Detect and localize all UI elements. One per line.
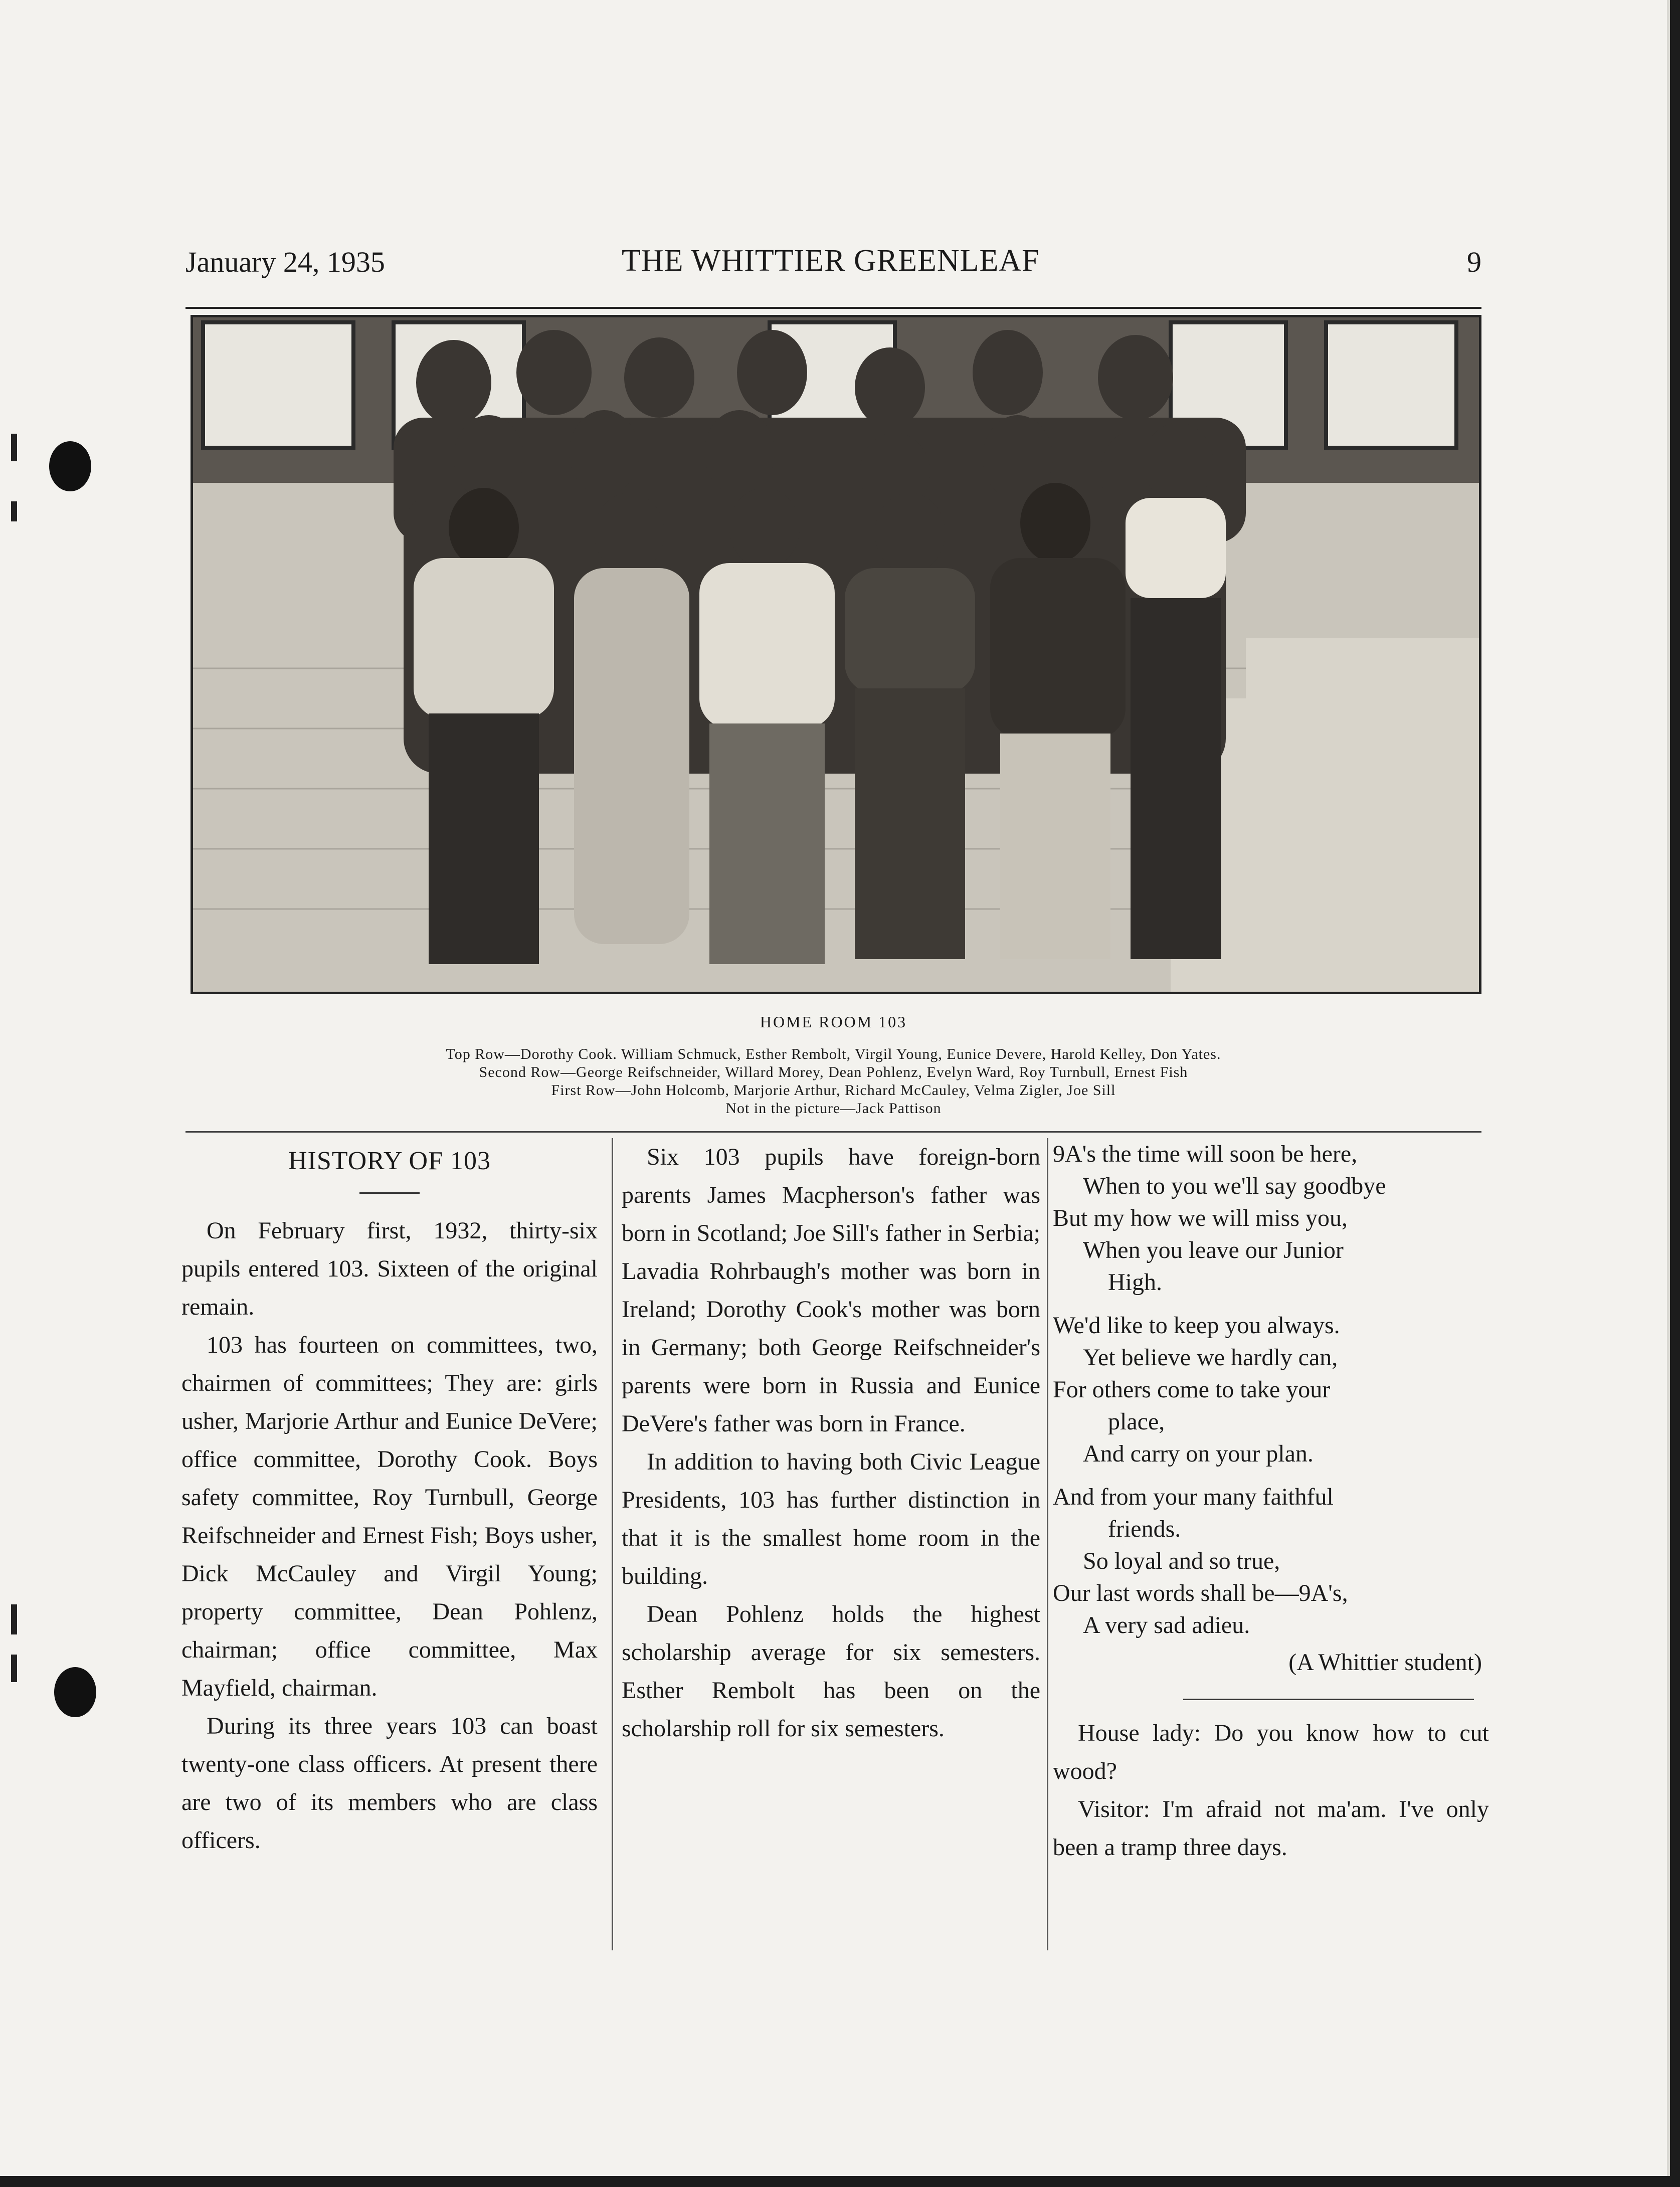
joke-rule bbox=[1183, 1699, 1474, 1700]
staple-mark bbox=[11, 501, 17, 521]
article-paragraph: In addition to having both Civic League Presidents, 103 has further distinction in that it is the smallest home room in the building. bbox=[622, 1448, 1040, 1589]
history-paragraph: During its three years 103 can boast twenty-one class officers. At present there are two of its members who are class officers. bbox=[181, 1713, 598, 1854]
article-paragraph: Dean Pohlenz holds the highest scholarship average for six semesters. Esther Rembolt has been on the scholarship roll for six semesters. bbox=[622, 1601, 1040, 1742]
poem-line: Yet believe we hardly can, bbox=[1083, 1344, 1338, 1371]
poem-line: So loyal and so true, bbox=[1083, 1548, 1280, 1574]
class-photo bbox=[191, 315, 1481, 994]
caption-first-row: First Row—John Holcomb, Marjorie Arthur, Richard McCauley, Velma Zigler, Joe Sill bbox=[551, 1082, 1116, 1099]
poem-line: When to you we'll say goodbye bbox=[1083, 1173, 1386, 1199]
staple-mark bbox=[11, 1655, 17, 1682]
poem-line: We'd like to keep you always. bbox=[1053, 1312, 1340, 1339]
caption-title: HOME ROOM 103 bbox=[760, 1013, 907, 1031]
masthead bbox=[185, 240, 1481, 290]
article-paragraph: Six 103 pupils have foreign-born parents James Macpherson's father was born in Scotland; Joe Sill's father in Serbia; Lavadia Rohrbaugh's mother was born in Ireland; Dorothy Cook's mother was born in Germany; both George Reifschneider's parents were born in Russia and Eunice DeVere's father was born in France. bbox=[622, 1144, 1040, 1437]
column-divider bbox=[1047, 1138, 1048, 1950]
heading-dash bbox=[359, 1192, 420, 1194]
middle-column bbox=[622, 1138, 1040, 1748]
staple-mark bbox=[11, 434, 17, 461]
caption-top-row: Top Row—Dorothy Cook. William Schmuck, Esther Rembolt, Virgil Young, Eunice Devere, Harold Kelley, Don Yates. bbox=[446, 1046, 1221, 1062]
column-divider bbox=[612, 1138, 613, 1950]
poem-line: Our last words shall be—9A's, bbox=[1053, 1580, 1348, 1606]
issue-date: January 24, 1935 bbox=[185, 246, 385, 278]
masthead-rule bbox=[185, 307, 1481, 309]
poem-line: But my how we will miss you, bbox=[1053, 1205, 1348, 1231]
newspaper-title: THE WHITTIER GREENLEAF bbox=[622, 244, 1040, 278]
poem-line: High. bbox=[1108, 1269, 1162, 1296]
poem-line: 9A's the time will soon be here, bbox=[1053, 1141, 1358, 1167]
caption-not-pictured: Not in the picture—Jack Pattison bbox=[725, 1100, 942, 1117]
joke-line: House lady: Do you know how to cut wood? bbox=[1053, 1720, 1489, 1784]
poem-column bbox=[1053, 1138, 1489, 1867]
section-rule bbox=[185, 1131, 1481, 1133]
staple-mark bbox=[11, 1604, 17, 1634]
history-paragraph: 103 has fourteen on committees, two, chairmen of committees; They are: girls usher, Marjorie Arthur and Eunice DeVere; office committee, Dorothy Cook. Boys safety committee, Roy Turnbull, George Reifschneider and Ernest Fish; Boys usher, Dick McCauley and Virgil Young; property committee, Dean Pohlenz, chairman; office committee, Max Mayfield, chairman. bbox=[181, 1332, 598, 1701]
photo-caption bbox=[185, 1013, 1481, 1118]
poem-attribution: (A Whittier student) bbox=[1288, 1649, 1482, 1676]
poem-line: A very sad adieu. bbox=[1083, 1612, 1250, 1638]
history-paragraph: On February first, 1932, thirty-six pupils entered 103. Sixteen of the original remain. bbox=[181, 1217, 598, 1320]
poem-line: When you leave our Junior bbox=[1083, 1237, 1344, 1263]
class-photo-image bbox=[193, 317, 1479, 992]
poem-line: For others come to take your bbox=[1053, 1376, 1331, 1403]
joke-line: Visitor: I'm afraid not ma'am. I've only been a tramp three days. bbox=[1053, 1796, 1489, 1861]
caption-second-row: Second Row—George Reifschneider, Willard Morey, Dean Pohlenz, Evelyn Ward, Roy Turnbull, Ernest Fish bbox=[479, 1064, 1188, 1080]
page-number: 9 bbox=[1467, 246, 1481, 278]
poem-line: And from your many faithful bbox=[1053, 1484, 1334, 1510]
binder-hole-bottom bbox=[54, 1667, 96, 1717]
binder-hole-top bbox=[49, 441, 91, 491]
poem-line: friends. bbox=[1108, 1516, 1181, 1542]
history-column bbox=[181, 1138, 598, 1860]
poem-line: place, bbox=[1108, 1408, 1165, 1435]
history-heading: HISTORY OF 103 bbox=[288, 1147, 491, 1175]
poem-line: And carry on your plan. bbox=[1083, 1440, 1314, 1467]
